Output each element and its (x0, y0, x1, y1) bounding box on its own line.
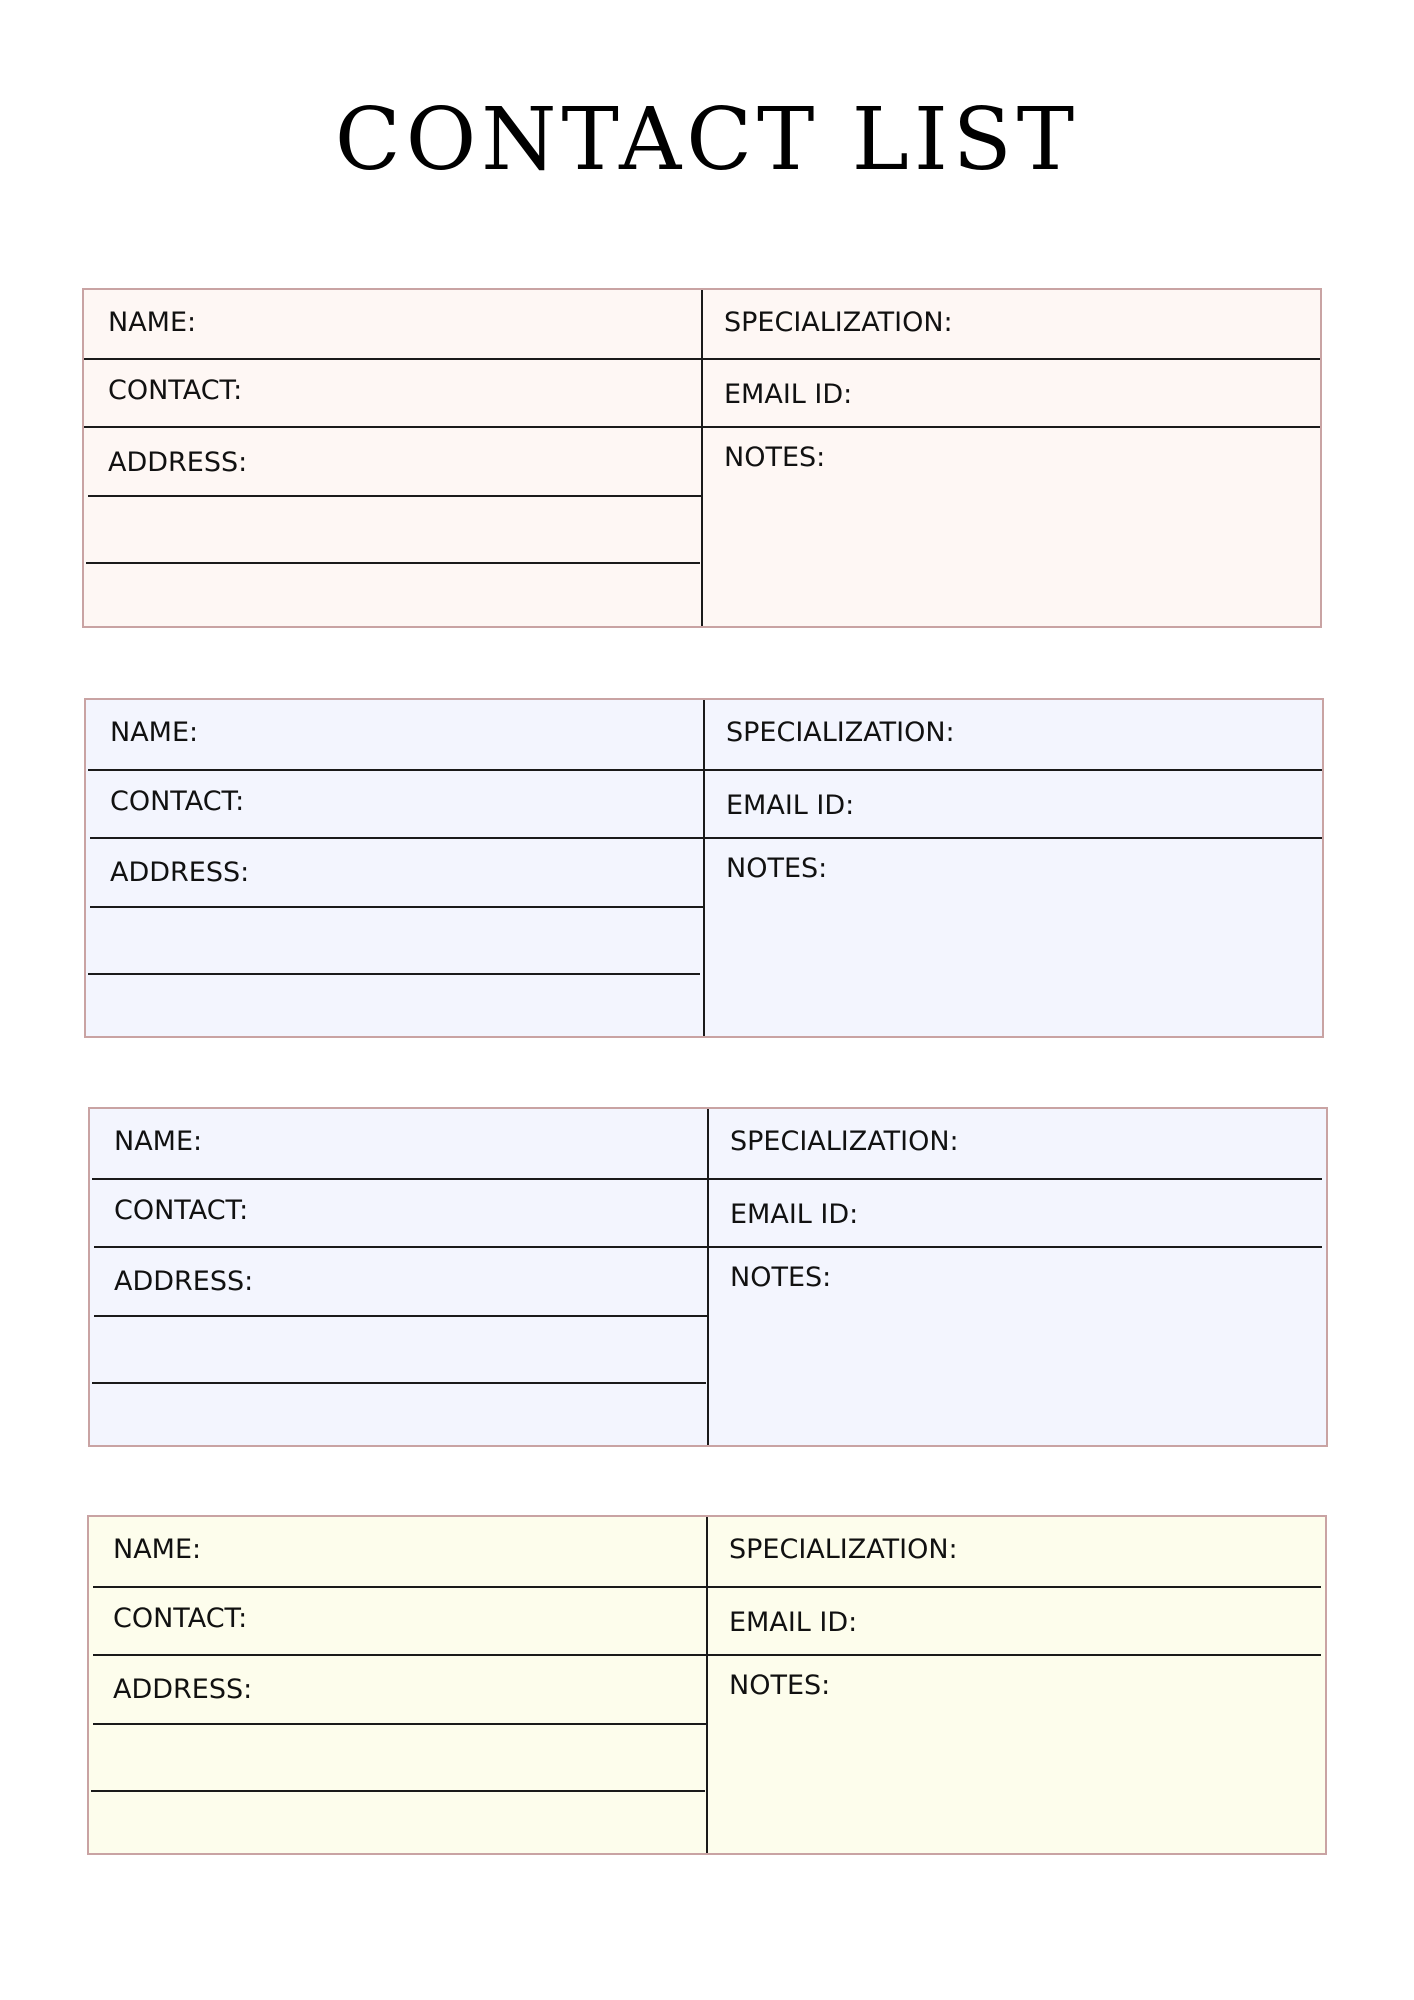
specialization-label: SPECIALIZATION: (724, 307, 953, 338)
contact-card-2 (84, 698, 1324, 1038)
address-label: ADDRESS: (113, 1674, 253, 1705)
address-rule (90, 906, 703, 908)
email-label: EMAIL ID: (724, 379, 853, 410)
page-title: CONTACT LIST (334, 90, 1080, 190)
address-rule (88, 973, 700, 975)
name-label: NAME: (113, 1534, 202, 1565)
contact-label: CONTACT: (114, 1195, 249, 1226)
address-label: ADDRESS: (110, 857, 250, 888)
row-rule (90, 837, 1322, 839)
address-label: ADDRESS: (114, 1266, 254, 1297)
contact-card-3 (88, 1107, 1328, 1447)
notes-label: NOTES: (726, 853, 828, 884)
address-rule (88, 495, 701, 497)
column-divider (706, 1517, 708, 1853)
email-label: EMAIL ID: (730, 1199, 859, 1230)
address-rule (92, 1382, 706, 1384)
column-divider (707, 1109, 709, 1445)
notes-label: NOTES: (729, 1670, 831, 1701)
notes-label: NOTES: (730, 1262, 832, 1293)
address-rule (86, 562, 700, 564)
email-label: EMAIL ID: (729, 1607, 858, 1638)
name-label: NAME: (110, 717, 199, 748)
row-rule (84, 426, 1320, 428)
column-divider (701, 290, 703, 626)
row-rule (88, 769, 1322, 771)
contact-label: CONTACT: (108, 375, 243, 406)
row-rule (93, 1654, 1321, 1656)
name-label: NAME: (114, 1126, 203, 1157)
specialization-label: SPECIALIZATION: (729, 1534, 958, 1565)
row-rule (84, 358, 1320, 360)
email-label: EMAIL ID: (726, 790, 855, 821)
contact-label: CONTACT: (110, 786, 245, 817)
address-rule (93, 1723, 706, 1725)
column-divider (703, 700, 705, 1036)
contact-card-4 (87, 1515, 1327, 1855)
address-rule (91, 1790, 705, 1792)
contact-label: CONTACT: (113, 1603, 248, 1634)
row-rule (93, 1586, 1321, 1588)
contact-card-1 (82, 288, 1322, 628)
address-label: ADDRESS: (108, 447, 248, 478)
row-rule (94, 1246, 1322, 1248)
notes-label: NOTES: (724, 442, 826, 473)
specialization-label: SPECIALIZATION: (730, 1126, 959, 1157)
name-label: NAME: (108, 307, 197, 338)
row-rule (92, 1178, 1322, 1180)
specialization-label: SPECIALIZATION: (726, 717, 955, 748)
address-rule (94, 1315, 707, 1317)
